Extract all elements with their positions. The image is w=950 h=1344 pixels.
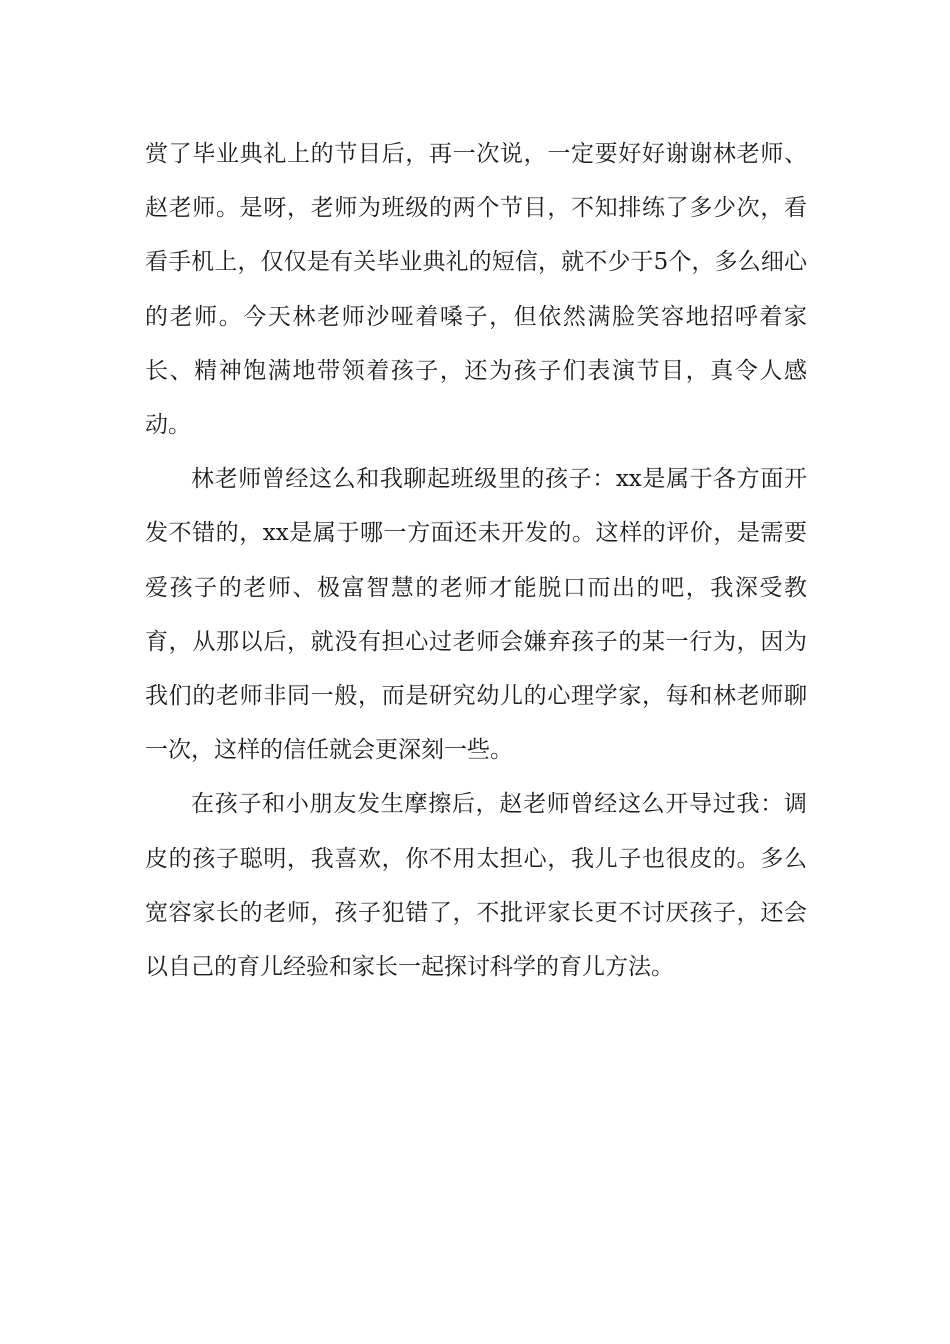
paragraph-2: 林老师曾经这么和我聊起班级里的孩子：xx是属于各方面开发不错的，xx是属于哪一方面还未开发的。这样的评价，是需要爱孩子的老师、极富智慧的老师才能脱口而出的吧，我深受教育，从那以后，就没有担心过老师会嫌弃孩子的某一行为，因为我们的老师非同一般，而是研究幼儿的心理学家，每和林老师聊一次，这样的信任就会更深刻一些。	[145, 466, 807, 764]
document-body	[145, 127, 807, 994]
paragraph-1: 赏了毕业典礼上的节目后，再一次说，一定要好好谢谢林老师、赵老师。是呀，老师为班级的两个节目，不知排练了多少次，看看手机上，仅仅是有关毕业典礼的短信，就不少于5个，多么细心的老师。今天林老师沙哑着嗓子，但依然满脸笑容地招呼着家长、精神饱满地带领着孩子，还为孩子们表演节目，真令人感动。	[145, 141, 807, 439]
paragraph-3: 在孩子和小朋友发生摩擦后，赵老师曾经这么开导过我：调皮的孩子聪明，我喜欢，你不用太担心，我儿子也很皮的。多么宽容家长的老师，孩子犯错了，不批评家长更不讨厌孩子，还会以自己的育儿经验和家长一起探讨科学的育儿方法。	[145, 791, 807, 981]
